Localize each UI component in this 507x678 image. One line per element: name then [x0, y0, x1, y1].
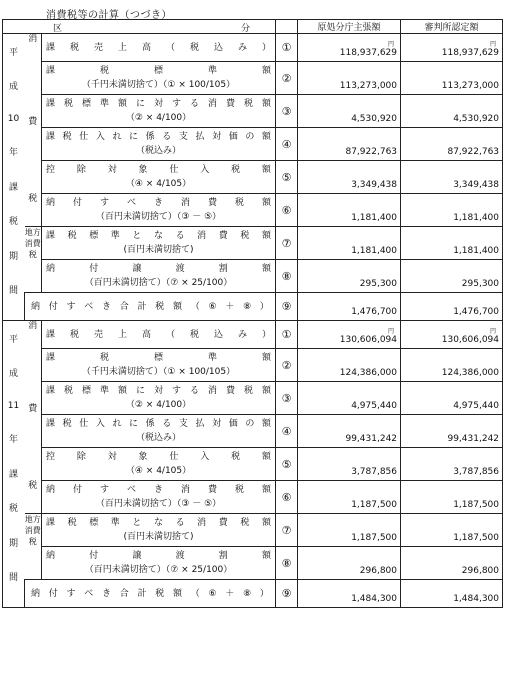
header-blank [276, 20, 298, 34]
approved-value: 1,187,500 [453, 533, 500, 543]
period-char: 間 [8, 286, 18, 297]
item-number: ① [276, 321, 298, 349]
approved-value: 87,922,763 [447, 147, 500, 157]
item-line2: （④ × 4/105） [125, 466, 192, 476]
item-line2: (百円未満切捨て) [123, 532, 194, 542]
approved-value: 3,787,856 [453, 467, 500, 477]
approved-amount [401, 95, 503, 128]
approved-amount [401, 547, 503, 580]
claim-value: 1,181,400 [351, 246, 398, 256]
item-description [42, 95, 276, 128]
header-col1: 区 [53, 24, 63, 34]
claim-amount [298, 62, 401, 95]
header-col2: 分 [241, 24, 251, 34]
table-row [3, 547, 503, 580]
item-description [42, 382, 276, 415]
approved-amount [401, 227, 503, 260]
item-number: ⑥ [276, 481, 298, 514]
item-description [42, 62, 276, 95]
approved-amount [401, 62, 503, 95]
group-char: 消 [28, 321, 38, 331]
claim-value: 4,975,440 [351, 401, 398, 411]
table-row [3, 62, 503, 95]
approved-value: 4,975,440 [453, 401, 500, 411]
item-line1: 控 除 対 象 仕 入 税 額 [46, 452, 271, 462]
item-line2: (百円未満切捨て) [123, 245, 194, 255]
header-row [3, 20, 503, 34]
table-row [3, 95, 503, 128]
claim-value: 87,922,763 [345, 147, 398, 157]
claim-amount [298, 321, 401, 349]
item-description [42, 481, 276, 514]
period-char: 年 [8, 148, 18, 159]
group-local-tax [25, 227, 42, 293]
item-description [42, 34, 276, 62]
table-row [3, 514, 503, 547]
approved-value: 1,187,500 [453, 500, 500, 510]
approved-value: 295,300 [461, 279, 500, 289]
claim-value: 4,530,920 [351, 114, 398, 124]
approved-amount [401, 382, 503, 415]
approved-value: 1,181,400 [453, 213, 500, 223]
item-line1: 課 税 標 準 と な る 消 費 税 額 [46, 231, 271, 241]
table-row [3, 448, 503, 481]
period-char: 成 [8, 369, 18, 380]
group-char: 税 [28, 250, 37, 259]
claim-amount [298, 128, 401, 161]
claim-amount [298, 161, 401, 194]
item-line1: 納 付 す べ き 消 費 税 額 [46, 198, 272, 208]
approved-amount [401, 415, 503, 448]
table-row [3, 349, 503, 382]
period-char: 課 [8, 469, 18, 480]
page-title: 消費税等の計算（つづき） [46, 10, 172, 21]
approved-amount [401, 349, 503, 382]
approved-value: 130,606,094 [441, 335, 500, 345]
item-number: ① [276, 34, 298, 62]
total-label [25, 293, 276, 321]
item-line2: （税込み） [136, 433, 182, 443]
claim-value: 118,937,629 [339, 48, 398, 58]
item-line2: （④ × 4/105） [125, 179, 192, 189]
item-line2: （百円未満切捨て）（③ － ⑤） [95, 212, 222, 222]
approved-amount [401, 34, 503, 62]
item-description [42, 161, 276, 194]
item-description [42, 194, 276, 227]
approved-amount [401, 321, 503, 349]
header-claim: 原処分庁主張額 [298, 20, 401, 34]
item-number: ⑤ [276, 448, 298, 481]
item-line1: 納 付 譲 渡 割 額 [46, 264, 271, 274]
period-char: 期 [8, 251, 18, 262]
group-char: 地方 [24, 228, 41, 237]
approved-amount [401, 514, 503, 547]
table-row [3, 128, 503, 161]
group-char: 消費 [24, 239, 41, 248]
item-line1: 課 税 売 上 高 （ 税 込 み ） [46, 329, 272, 340]
group-char: 費 [28, 404, 38, 414]
item-line1: 課 税 仕 入 れ に 係 る 支 払 対 価 の 額 [46, 419, 271, 429]
total-label [25, 580, 276, 608]
total-label-text: 納 付 す べ き 合 計 税 額 （ ⑥ ＋ ⑧ ） [31, 301, 269, 312]
item-number: ⑦ [276, 227, 298, 260]
unit-label: 円 [388, 41, 395, 48]
period-char: 税 [8, 217, 18, 228]
claim-value: 295,300 [359, 279, 398, 289]
item-number: ⑨ [276, 293, 298, 321]
approved-amount [401, 194, 503, 227]
claim-amount: 1,484,300 [298, 580, 401, 608]
period-char: 税 [8, 504, 18, 515]
header-approved: 審判所認定額 [401, 20, 503, 34]
period-char: 平 [8, 47, 18, 58]
item-line1: 課 税 標 準 と な る 消 費 税 額 [46, 518, 271, 528]
group-char: 費 [28, 117, 38, 127]
table-row [3, 260, 503, 293]
item-line2: （百円未満切捨て）（⑦ × 25/100） [84, 278, 233, 288]
period-char: 10 [7, 113, 20, 124]
approved-amount [401, 481, 503, 514]
claim-amount [298, 34, 401, 62]
group-char: 税 [28, 481, 38, 491]
item-line2: （百円未満切捨て）（⑦ × 25/100） [84, 565, 233, 575]
period-char: 平 [8, 334, 18, 345]
item-line1: 納 付 す べ き 消 費 税 額 [46, 485, 272, 495]
claim-amount [298, 481, 401, 514]
item-line2: （百円未満切捨て）（③ － ⑤） [95, 499, 222, 509]
item-number: ⑧ [276, 260, 298, 293]
group-consumption-tax [25, 321, 42, 514]
claim-amount: 1,476,700 [298, 293, 401, 321]
approved-value: 1,181,400 [453, 246, 500, 256]
period-char: 11 [7, 400, 20, 411]
item-description [42, 349, 276, 382]
approved-amount [401, 128, 503, 161]
period-char: 間 [8, 573, 18, 584]
period-label [3, 34, 25, 321]
approved-amount [401, 260, 503, 293]
item-description [42, 448, 276, 481]
claim-value: 99,431,242 [345, 434, 398, 444]
approved-value: 3,349,438 [453, 180, 500, 190]
claim-value: 130,606,094 [339, 335, 398, 345]
item-line2: （② × 4/100） [125, 113, 192, 123]
item-description [42, 415, 276, 448]
item-line1: 課 税 標 準 額 に 対 す る 消 費 税 額 [46, 386, 272, 396]
period-label [3, 321, 25, 608]
group-consumption-tax [25, 34, 42, 227]
claim-amount [298, 382, 401, 415]
unit-label: 円 [490, 41, 497, 48]
item-line1: 課 税 標 準 額 [46, 66, 272, 76]
claim-value: 296,800 [359, 566, 398, 576]
item-line2: （税込み） [136, 146, 182, 156]
group-char: 地方 [24, 515, 41, 524]
claim-amount [298, 227, 401, 260]
item-number: ② [276, 349, 298, 382]
item-line1: 課 税 売 上 高 （ 税 込 み ） [46, 42, 272, 53]
item-number: ⑨ [276, 580, 298, 608]
claim-amount [298, 514, 401, 547]
claim-value: 3,349,438 [351, 180, 398, 190]
table-row [3, 321, 503, 349]
item-description [42, 547, 276, 580]
table-row [3, 161, 503, 194]
claim-amount [298, 95, 401, 128]
item-number: ② [276, 62, 298, 95]
item-description [42, 260, 276, 293]
item-line2: （千円未満切捨て）（① × 100/105） [81, 367, 236, 377]
table-row-total [3, 293, 503, 321]
item-number: ④ [276, 128, 298, 161]
group-local-tax [25, 514, 42, 580]
claim-amount [298, 194, 401, 227]
table-row [3, 382, 503, 415]
claim-amount [298, 547, 401, 580]
item-number: ⑤ [276, 161, 298, 194]
approved-value: 118,937,629 [441, 48, 500, 58]
unit-label: 円 [490, 328, 497, 335]
total-label-text: 納 付 す べ き 合 計 税 額 （ ⑥ ＋ ⑧ ） [31, 588, 269, 599]
approved-amount: 1,476,700 [401, 293, 503, 321]
table-row [3, 34, 503, 62]
group-char: 税 [28, 537, 37, 546]
group-char: 消費 [24, 526, 41, 535]
approved-amount [401, 161, 503, 194]
item-line1: 課 税 仕 入 れ に 係 る 支 払 対 価 の 額 [46, 132, 271, 142]
tax-calculation-table [2, 19, 503, 608]
claim-value: 1,187,500 [351, 500, 398, 510]
item-line1: 課 税 標 準 額 に 対 す る 消 費 税 額 [46, 99, 272, 109]
claim-value: 1,187,500 [351, 533, 398, 543]
item-description [42, 321, 276, 349]
item-number: ⑥ [276, 194, 298, 227]
claim-value: 1,181,400 [351, 213, 398, 223]
table-row [3, 227, 503, 260]
item-line2: （千円未満切捨て）（① × 100/105） [81, 80, 236, 90]
table-row-total [3, 580, 503, 608]
item-line1: 納 付 譲 渡 割 額 [46, 551, 271, 561]
unit-label: 円 [388, 328, 395, 335]
period-char: 年 [8, 435, 18, 446]
claim-value: 113,273,000 [339, 81, 398, 91]
approved-value: 4,530,920 [453, 114, 500, 124]
period-char: 課 [8, 182, 18, 193]
table-row [3, 415, 503, 448]
item-number: ④ [276, 415, 298, 448]
claim-value: 124,386,000 [339, 368, 398, 378]
item-description [42, 514, 276, 547]
table-row [3, 194, 503, 227]
claim-amount [298, 448, 401, 481]
item-line2: （② × 4/100） [125, 400, 192, 410]
item-line1: 控 除 対 象 仕 入 税 額 [46, 165, 271, 175]
item-line1: 課 税 標 準 額 [46, 353, 272, 363]
group-char: 消 [28, 34, 38, 44]
group-char: 税 [28, 194, 38, 204]
approved-value: 124,386,000 [441, 368, 500, 378]
approved-value: 296,800 [461, 566, 500, 576]
approved-value: 113,273,000 [441, 81, 500, 91]
item-number: ⑦ [276, 514, 298, 547]
item-number: ③ [276, 95, 298, 128]
table-row [3, 481, 503, 514]
header-category [3, 20, 276, 34]
period-char: 期 [8, 538, 18, 549]
item-description [42, 128, 276, 161]
approved-value: 99,431,242 [447, 434, 500, 444]
approved-amount [401, 448, 503, 481]
period-char: 成 [8, 82, 18, 93]
item-number: ③ [276, 382, 298, 415]
claim-value: 3,787,856 [351, 467, 398, 477]
claim-amount [298, 260, 401, 293]
approved-amount: 1,484,300 [401, 580, 503, 608]
claim-amount [298, 415, 401, 448]
claim-amount [298, 349, 401, 382]
item-number: ⑧ [276, 547, 298, 580]
item-description [42, 227, 276, 260]
